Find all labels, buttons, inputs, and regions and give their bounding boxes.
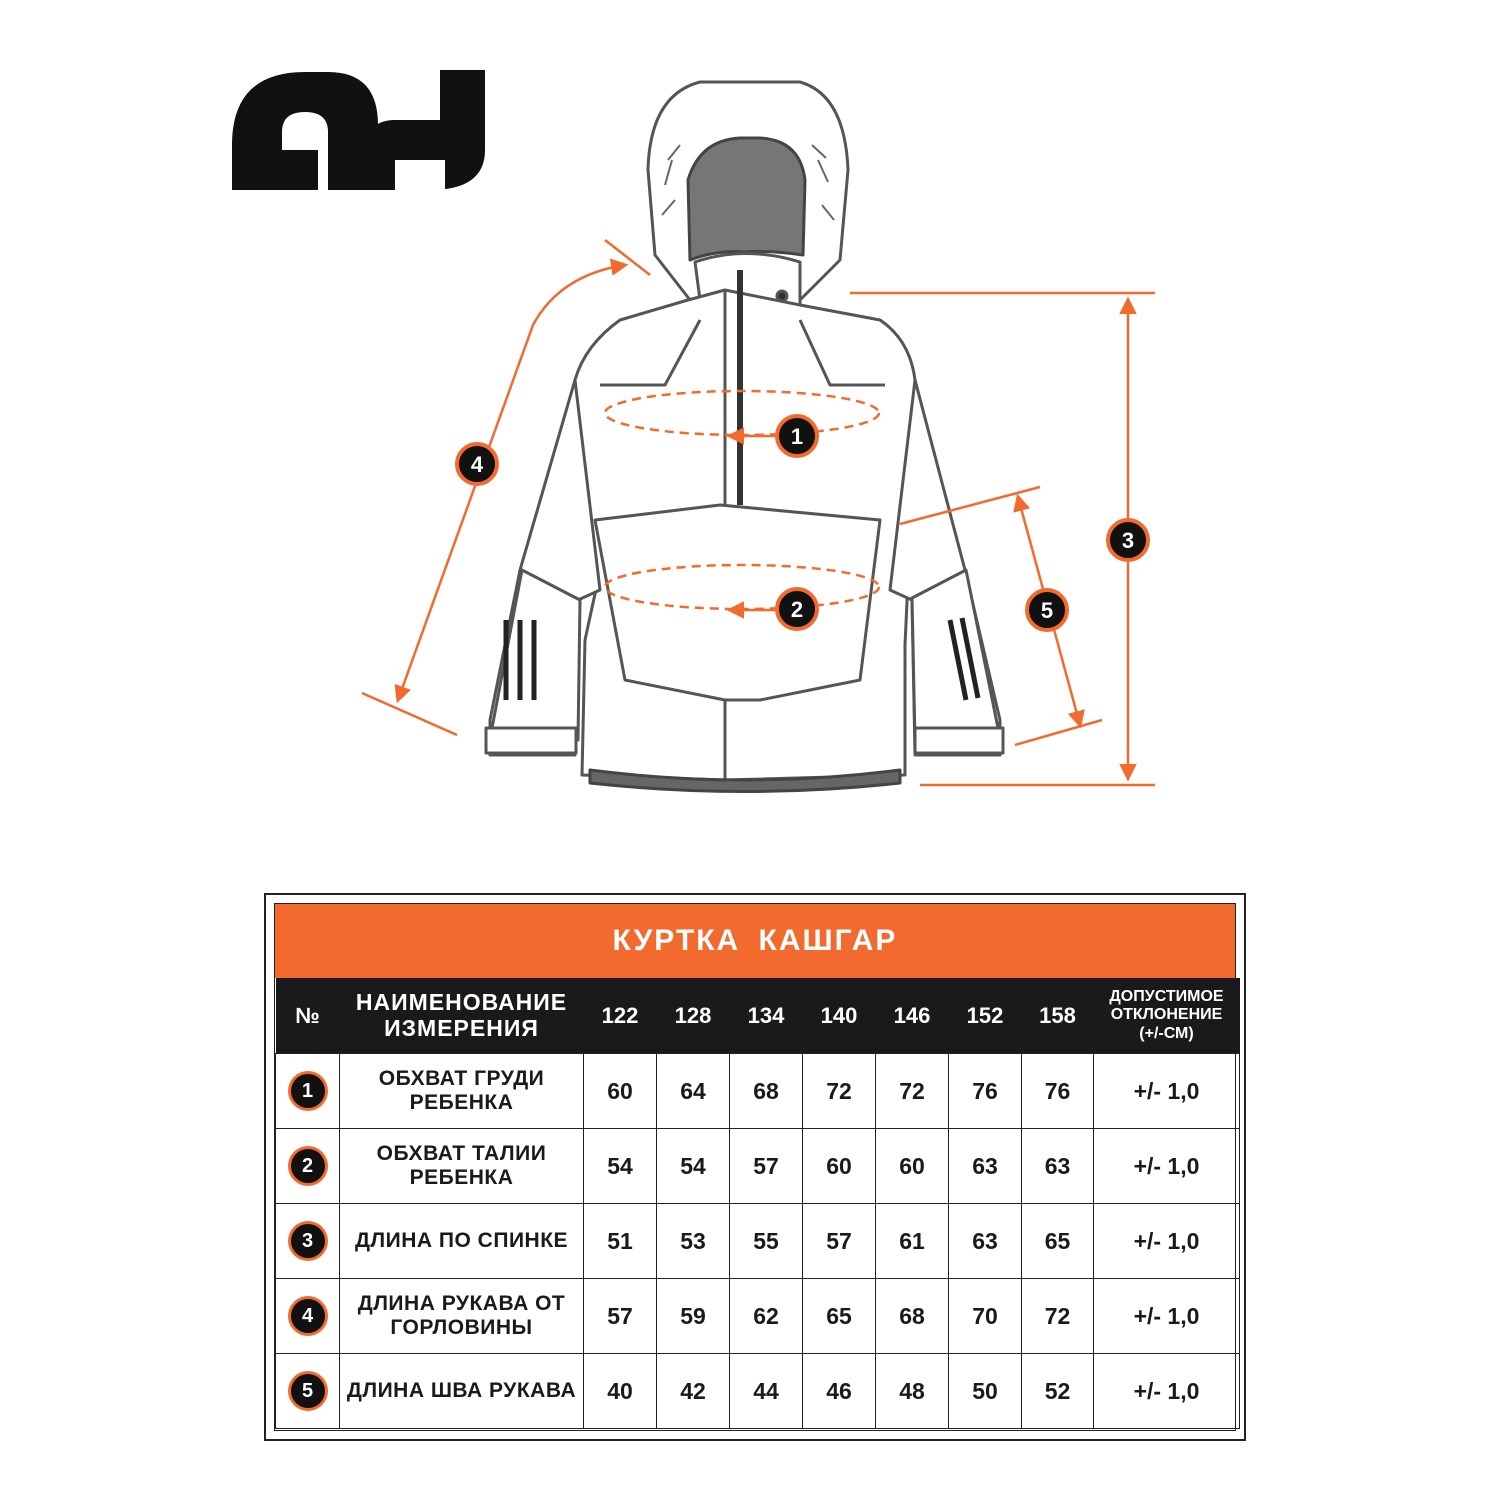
row-number-badge: 5 xyxy=(291,1374,325,1408)
size-value: 68 xyxy=(876,1279,949,1354)
row-number-cell xyxy=(276,1354,340,1429)
size-value: 54 xyxy=(584,1129,657,1204)
svg-text:2: 2 xyxy=(790,597,804,622)
row-number-cell xyxy=(276,1054,340,1129)
size-value: 68 xyxy=(730,1054,803,1129)
header-measurement-name: НАИМЕНОВАНИЕ ИЗМЕРЕНИЯ xyxy=(340,978,584,1054)
tolerance-value: +/- 1,0 xyxy=(1094,1279,1240,1354)
table-row xyxy=(276,1204,1240,1279)
tolerance-value: +/- 1,0 xyxy=(1094,1204,1240,1279)
size-value: 65 xyxy=(1022,1204,1094,1279)
size-value: 57 xyxy=(730,1129,803,1204)
brand-logo xyxy=(232,70,485,190)
row-number-badge: 1 xyxy=(291,1074,325,1108)
table-header-row xyxy=(276,978,1240,1054)
size-value: 65 xyxy=(803,1279,876,1354)
row-number-cell xyxy=(276,1204,340,1279)
svg-text:4: 4 xyxy=(470,452,484,477)
size-value: 57 xyxy=(584,1279,657,1354)
size-table xyxy=(274,903,1236,1431)
header-size: 146 xyxy=(876,978,949,1054)
size-value: 76 xyxy=(1022,1054,1094,1129)
size-value: 61 xyxy=(876,1204,949,1279)
svg-text:5: 5 xyxy=(1040,598,1054,623)
size-value: 52 xyxy=(1022,1354,1094,1429)
size-value: 63 xyxy=(949,1204,1022,1279)
row-number-badge: 3 xyxy=(291,1224,325,1258)
size-value: 40 xyxy=(584,1354,657,1429)
measurement-name: ДЛИНА РУКАВА ОТ ГОРЛОВИНЫ xyxy=(340,1279,584,1354)
size-value: 63 xyxy=(1022,1129,1094,1204)
size-value: 48 xyxy=(876,1354,949,1429)
size-value: 60 xyxy=(876,1129,949,1204)
size-value: 51 xyxy=(584,1204,657,1279)
size-value: 63 xyxy=(949,1129,1022,1204)
size-value: 60 xyxy=(803,1129,876,1204)
size-value: 72 xyxy=(803,1054,876,1129)
size-value: 64 xyxy=(657,1054,730,1129)
svg-text:1: 1 xyxy=(790,424,804,449)
hood-opening xyxy=(688,138,805,260)
table-row xyxy=(276,1354,1240,1429)
header-size: 128 xyxy=(657,978,730,1054)
size-value: 70 xyxy=(949,1279,1022,1354)
row-number-badge: 2 xyxy=(291,1149,325,1183)
header-tolerance: ДОПУСТИМОЕ ОТКЛОНЕНИЕ (+/-СМ) xyxy=(1094,978,1240,1054)
measurement-name: ДЛИНА ПО СПИНКЕ xyxy=(340,1204,584,1279)
row-number-cell xyxy=(276,1279,340,1354)
header-number: № xyxy=(276,978,340,1054)
marker-4 xyxy=(457,444,497,484)
table-row xyxy=(276,1279,1240,1354)
tolerance-value: +/- 1,0 xyxy=(1094,1129,1240,1204)
header-size: 122 xyxy=(584,978,657,1054)
header-size: 140 xyxy=(803,978,876,1054)
size-value: 72 xyxy=(876,1054,949,1129)
size-value: 53 xyxy=(657,1204,730,1279)
table-row xyxy=(276,1054,1240,1129)
table-row xyxy=(276,1129,1240,1204)
marker-1 xyxy=(777,416,817,456)
marker-5 xyxy=(1027,590,1067,630)
measurement-name: ОБХВАТ ТАЛИИ РЕБЕНКА xyxy=(340,1129,584,1204)
size-value: 60 xyxy=(584,1054,657,1129)
size-value: 59 xyxy=(657,1279,730,1354)
measurement-name: ОБХВАТ ГРУДИ РЕБЕНКА xyxy=(340,1054,584,1129)
header-size: 134 xyxy=(730,978,803,1054)
size-value: 54 xyxy=(657,1129,730,1204)
size-value: 50 xyxy=(949,1354,1022,1429)
size-value: 46 xyxy=(803,1354,876,1429)
measurement-name: ДЛИНА ШВА РУКАВА xyxy=(340,1354,584,1429)
size-value: 55 xyxy=(730,1204,803,1279)
tolerance-value: +/- 1,0 xyxy=(1094,1054,1240,1129)
marker-2 xyxy=(777,589,817,629)
size-chart-table xyxy=(275,978,1240,1429)
size-value: 62 xyxy=(730,1279,803,1354)
header-size: 152 xyxy=(949,978,1022,1054)
size-value: 72 xyxy=(1022,1279,1094,1354)
size-value: 42 xyxy=(657,1354,730,1429)
marker-3 xyxy=(1108,520,1148,560)
header-size: 158 xyxy=(1022,978,1094,1054)
size-table-frame xyxy=(264,893,1246,1441)
tolerance-value: +/- 1,0 xyxy=(1094,1354,1240,1429)
size-value: 44 xyxy=(730,1354,803,1429)
size-value: 57 xyxy=(803,1204,876,1279)
row-number-badge: 4 xyxy=(291,1299,325,1333)
row-number-cell xyxy=(276,1129,340,1204)
svg-text:3: 3 xyxy=(1121,528,1135,553)
table-title: КУРТКА КАШГАР xyxy=(275,904,1235,978)
size-value: 76 xyxy=(949,1054,1022,1129)
